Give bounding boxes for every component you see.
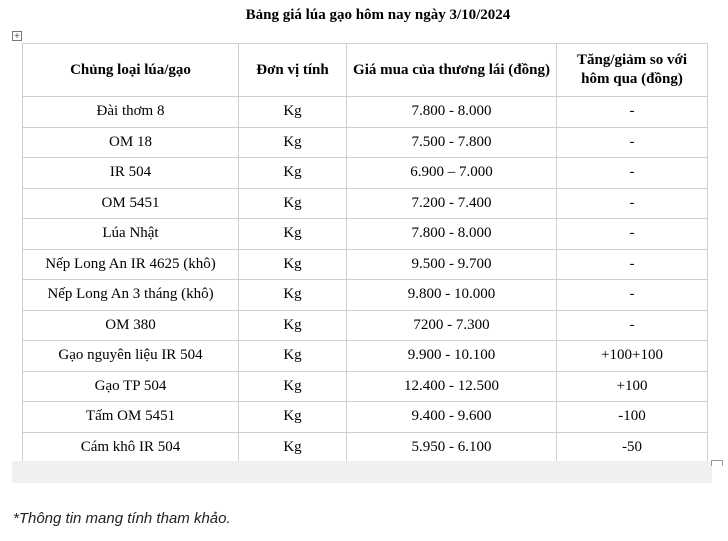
table-footer-band: [12, 461, 712, 483]
cell-change: -100: [557, 402, 708, 433]
table-row: [23, 402, 708, 433]
cell-change: -: [557, 127, 708, 158]
table-row: [23, 341, 708, 372]
cell-type: Nếp Long An 3 tháng (khô): [23, 280, 239, 311]
table-row: [23, 310, 708, 341]
cell-type: OM 18: [23, 127, 239, 158]
cell-price: 7200 - 7.300: [347, 310, 557, 341]
cell-price: 9.900 - 10.100: [347, 341, 557, 372]
cell-unit: Kg: [239, 158, 347, 189]
cell-change: -: [557, 158, 708, 189]
table-move-handle-icon[interactable]: +: [13, 31, 21, 40]
cell-change: -: [557, 97, 708, 128]
page-title: Bảng giá lúa gạo hôm nay ngày 3/10/2024: [245, 7, 511, 23]
cell-change: +100: [557, 371, 708, 402]
cell-unit: Kg: [239, 127, 347, 158]
cell-change: -: [557, 280, 708, 311]
table-row: [23, 371, 708, 402]
cell-change: -: [557, 219, 708, 250]
cell-price: 9.500 - 9.700: [347, 249, 557, 280]
table-row: [23, 97, 708, 128]
header-price: Giá mua của thương lái (đồng): [347, 44, 557, 97]
table-resize-handle[interactable]: [711, 460, 723, 466]
cell-unit: Kg: [239, 310, 347, 341]
cell-unit: Kg: [239, 188, 347, 219]
cell-price: 7.800 - 8.000: [347, 97, 557, 128]
cell-change: -50: [557, 432, 708, 463]
cell-type: Tấm OM 5451: [23, 402, 239, 433]
cell-unit: Kg: [239, 97, 347, 128]
cell-price: 7.500 - 7.800: [347, 127, 557, 158]
cell-change: -: [557, 188, 708, 219]
price-table: [22, 43, 708, 463]
cell-unit: Kg: [239, 432, 347, 463]
table-row: [23, 219, 708, 250]
cell-change: -: [557, 310, 708, 341]
table-row: [23, 158, 708, 189]
cell-price: 7.200 - 7.400: [347, 188, 557, 219]
cell-price: 7.800 - 8.000: [347, 219, 557, 250]
header-unit: Đơn vị tính: [239, 44, 347, 97]
cell-price: 9.400 - 9.600: [347, 402, 557, 433]
cell-type: Gạo TP 504: [23, 371, 239, 402]
cell-unit: Kg: [239, 402, 347, 433]
cell-unit: Kg: [239, 280, 347, 311]
cell-type: Gạo nguyên liệu IR 504: [23, 341, 239, 372]
cell-price: 12.400 - 12.500: [347, 371, 557, 402]
header-change: Tăng/giảm so với hôm qua (đồng): [557, 44, 708, 97]
header-type: Chủng loại lúa/gạo: [23, 44, 239, 97]
cell-change: +100+100: [557, 341, 708, 372]
cell-type: Cám khô IR 504: [23, 432, 239, 463]
cell-type: OM 5451: [23, 188, 239, 219]
cell-type: OM 380: [23, 310, 239, 341]
table-row: [23, 188, 708, 219]
table-row: [23, 432, 708, 463]
cell-type: Lúa Nhật: [23, 219, 239, 250]
cell-type: IR 504: [23, 158, 239, 189]
cell-unit: Kg: [239, 219, 347, 250]
cell-price: 9.800 - 10.000: [347, 280, 557, 311]
cell-price: 6.900 – 7.000: [347, 158, 557, 189]
cell-unit: Kg: [239, 249, 347, 280]
table-row: [23, 127, 708, 158]
cell-change: -: [557, 249, 708, 280]
cell-unit: Kg: [239, 341, 347, 372]
table-header-row: [23, 44, 708, 97]
cell-price: 5.950 - 6.100: [347, 432, 557, 463]
table-row: [23, 280, 708, 311]
table-row: [23, 249, 708, 280]
cell-type: Đài thơm 8: [23, 97, 239, 128]
cell-type: Nếp Long An IR 4625 (khô): [23, 249, 239, 280]
footnote: *Thông tin mang tính tham khảo.: [13, 510, 231, 527]
cell-unit: Kg: [239, 371, 347, 402]
